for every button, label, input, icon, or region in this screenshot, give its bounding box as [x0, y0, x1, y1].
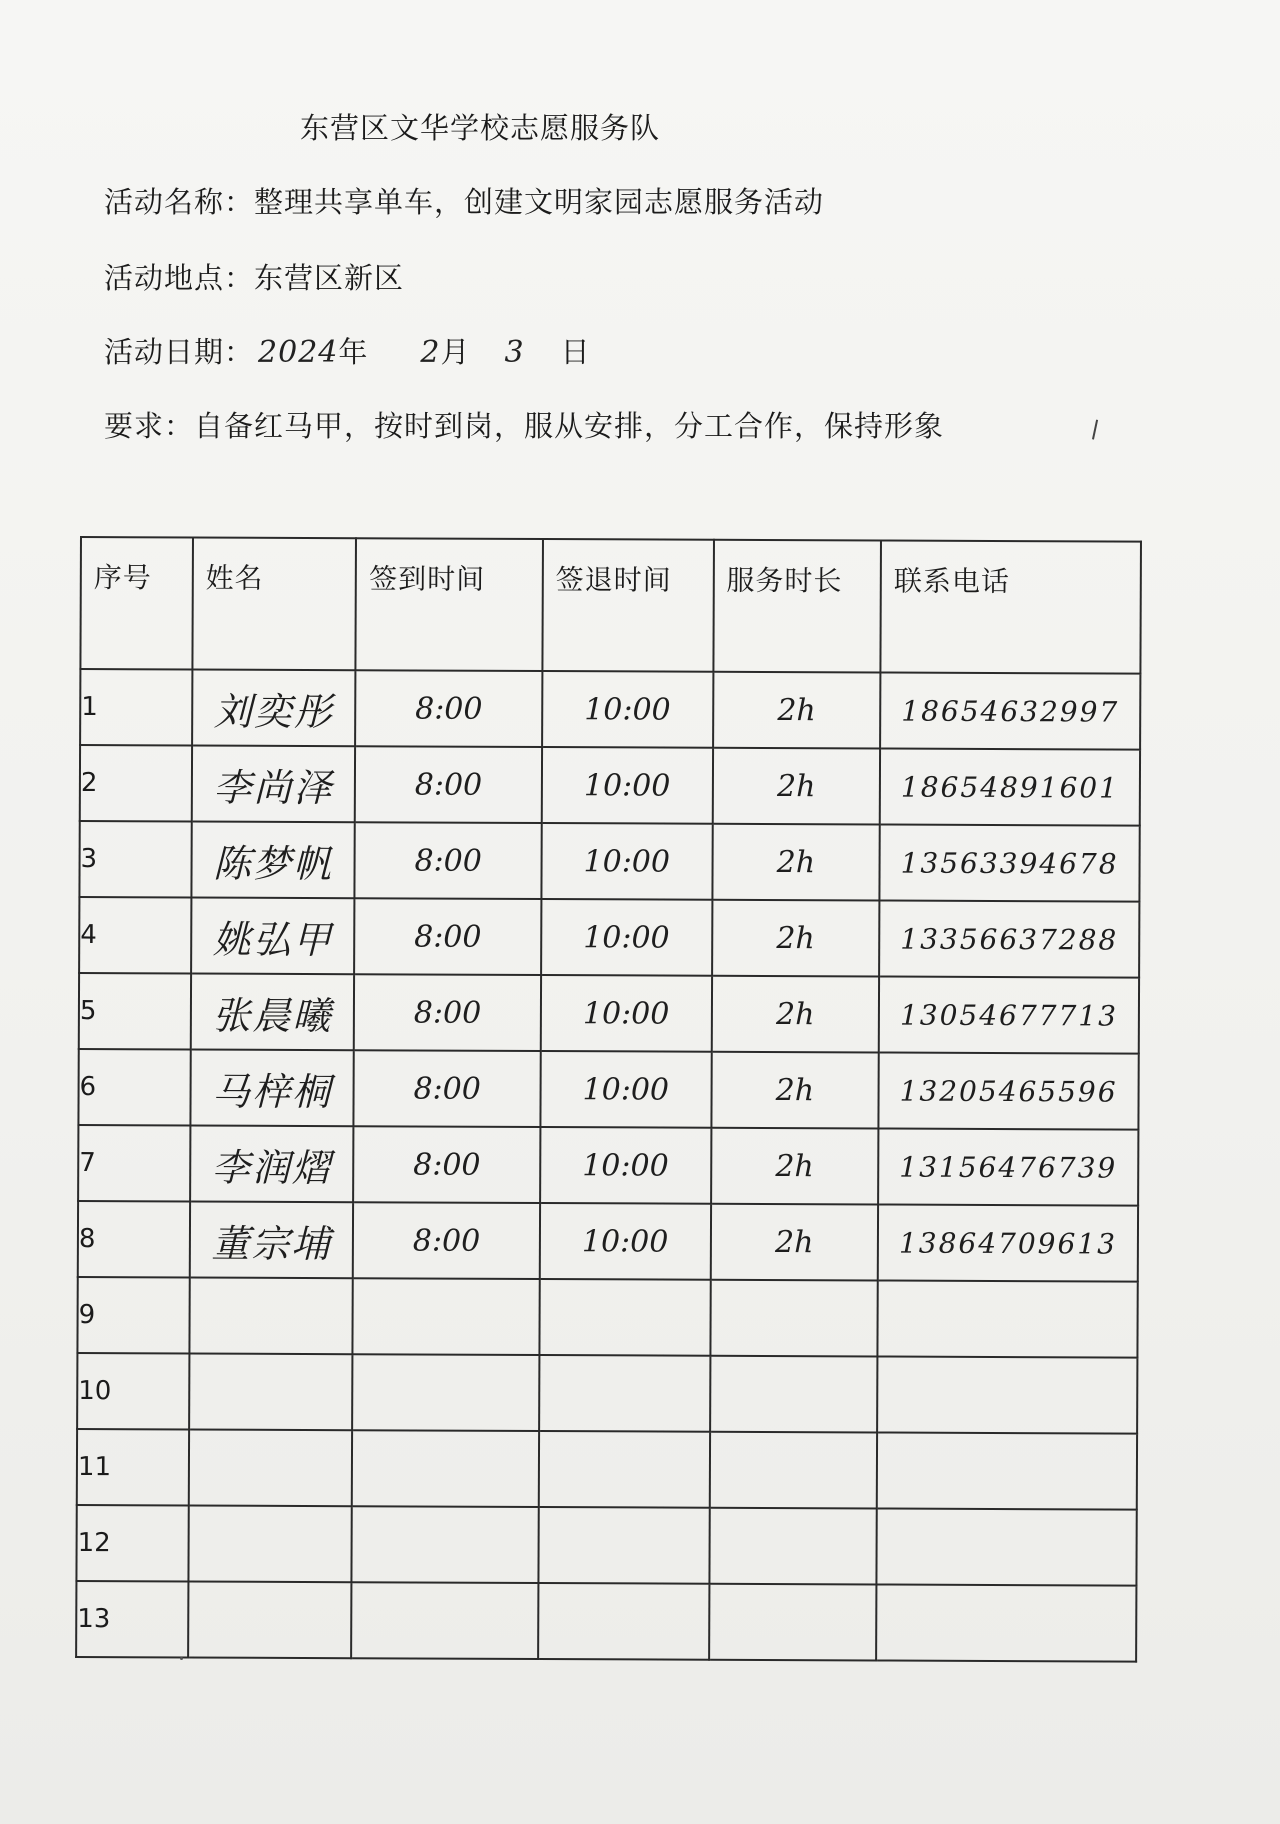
row-sign-out: 10:00: [542, 671, 713, 748]
row-phone: 13156476739: [878, 1128, 1138, 1205]
row-phone: [878, 1280, 1138, 1357]
sign-in-table: [75, 536, 1142, 1663]
row-duration: 2h: [712, 900, 880, 977]
row-name: [189, 1353, 353, 1430]
row-number: 8: [78, 1201, 190, 1277]
table-header-row: [80, 537, 1141, 674]
row-duration: 2h: [712, 824, 880, 901]
row-sign-in: 8:00: [354, 1050, 541, 1127]
pen-mark: [1092, 420, 1102, 441]
row-phone: [877, 1356, 1137, 1433]
row-number: 7: [78, 1125, 190, 1201]
header-name: 姓名: [192, 537, 356, 670]
table-row: [78, 1049, 1138, 1130]
row-name: 姚弘甲: [191, 897, 355, 974]
row-phone: 18654632997: [880, 672, 1140, 749]
row-sign-out: 10:00: [540, 1127, 711, 1204]
row-number: 5: [79, 973, 191, 1049]
row-name: [189, 1429, 353, 1506]
row-sign-out: [539, 1279, 710, 1356]
row-sign-in: 8:00: [355, 746, 542, 823]
header-sign-in-time: 签到时间: [356, 538, 543, 671]
table-row: [78, 1201, 1138, 1282]
date-day: 3: [504, 335, 525, 370]
activity-place-value: 东营区新区: [254, 261, 405, 295]
row-phone: 13356637288: [879, 900, 1139, 977]
row-duration: [710, 1280, 878, 1357]
row-sign-in: [352, 1354, 539, 1431]
row-name: 董宗埔: [190, 1201, 354, 1278]
row-number: 2: [80, 745, 192, 821]
row-phone: 13205465596: [879, 1052, 1139, 1129]
table-row: [77, 1353, 1137, 1434]
row-number: 13: [76, 1581, 188, 1657]
row-sign-in: 8:00: [353, 1126, 540, 1203]
activity-name-line: [104, 180, 824, 221]
row-sign-in: [352, 1430, 539, 1507]
table-row: [78, 1125, 1138, 1206]
row-sign-out: [538, 1507, 709, 1584]
row-sign-in: 8:00: [355, 670, 542, 747]
requirements-label: 要求：: [104, 409, 195, 443]
row-name: 刘奕彤: [192, 669, 356, 746]
row-duration: 2h: [711, 1128, 879, 1205]
table-row: [79, 973, 1139, 1054]
date-month-unit: 月: [440, 335, 471, 369]
row-sign-out: 10:00: [540, 1051, 711, 1128]
row-phone: [876, 1584, 1136, 1661]
date-year: 2024: [258, 335, 339, 370]
activity-name-value: 整理共享单车，创建文明家园志愿服务活动: [254, 185, 825, 219]
row-sign-in: 8:00: [354, 974, 541, 1051]
activity-place-line: [104, 256, 404, 297]
date-month: 2: [420, 335, 441, 370]
row-number: 1: [80, 669, 192, 745]
row-sign-in: [353, 1278, 540, 1355]
row-name: 李润熠: [190, 1125, 354, 1202]
table-row: [77, 1277, 1137, 1358]
row-number: 4: [79, 897, 191, 973]
row-name: 马梓桐: [190, 1049, 354, 1126]
row-phone: 13864709613: [878, 1204, 1138, 1281]
date-day-unit: 日: [560, 335, 591, 369]
activity-date-line: [104, 330, 591, 371]
header-sign-out-time: 签退时间: [542, 539, 713, 672]
table-row: [76, 1581, 1136, 1662]
requirements-value: 自备红马甲，按时到岗，服从安排，分工合作，保持形象: [194, 409, 945, 443]
requirements-line: [104, 404, 944, 445]
ink-dot: [180, 1657, 183, 1660]
row-phone: 18654891601: [880, 748, 1140, 825]
row-sign-in: [352, 1506, 539, 1583]
table-row: [77, 1429, 1137, 1510]
row-sign-in: 8:00: [353, 1202, 540, 1279]
activity-name-label: 活动名称：: [104, 185, 255, 219]
row-phone: [877, 1432, 1137, 1509]
row-duration: [709, 1432, 877, 1509]
row-phone: 13054677713: [879, 976, 1139, 1053]
row-sign-in: 8:00: [355, 822, 542, 899]
row-name: 张晨曦: [191, 973, 355, 1050]
row-phone: 13563394678: [880, 824, 1140, 901]
table-row: [80, 745, 1140, 826]
row-sign-in: 8:00: [354, 898, 541, 975]
row-phone: [877, 1508, 1137, 1585]
table-row: [79, 821, 1139, 902]
table-row: [79, 897, 1139, 978]
row-name: [188, 1581, 352, 1658]
row-sign-out: 10:00: [541, 899, 712, 976]
header-no: 序号: [80, 537, 192, 669]
row-name: [188, 1505, 352, 1582]
row-duration: [710, 1356, 878, 1433]
date-year-unit: 年: [338, 335, 369, 369]
table-row: [80, 669, 1140, 750]
activity-date-label: 活动日期：: [104, 335, 255, 369]
row-number: 11: [77, 1429, 189, 1505]
header-service-duration: 服务时长: [713, 540, 881, 673]
row-number: 9: [77, 1277, 189, 1353]
table-row: [76, 1505, 1136, 1586]
row-sign-out: 10:00: [540, 1203, 711, 1280]
row-duration: [709, 1508, 877, 1585]
row-sign-out: [538, 1583, 709, 1660]
row-number: 12: [76, 1505, 188, 1581]
activity-place-label: 活动地点：: [104, 261, 255, 295]
row-number: 10: [77, 1353, 189, 1429]
row-sign-out: 10:00: [541, 823, 712, 900]
row-sign-out: 10:00: [541, 975, 712, 1052]
row-duration: 2h: [712, 748, 880, 825]
row-number: 6: [78, 1049, 190, 1125]
row-duration: [709, 1584, 877, 1661]
row-duration: 2h: [713, 672, 881, 749]
row-number: 3: [79, 821, 191, 897]
row-sign-in: [351, 1582, 538, 1659]
row-duration: 2h: [711, 976, 879, 1053]
header-phone: 联系电话: [881, 540, 1141, 673]
row-name: 陈梦帆: [191, 821, 355, 898]
row-sign-out: [539, 1355, 710, 1432]
row-name: 李尚泽: [192, 745, 356, 822]
row-name: [189, 1277, 353, 1354]
document-title: 东营区文华学校志愿服务队: [300, 111, 661, 145]
row-duration: 2h: [710, 1204, 878, 1281]
row-sign-out: 10:00: [542, 747, 713, 824]
row-duration: 2h: [711, 1052, 879, 1129]
row-sign-out: [539, 1431, 710, 1508]
